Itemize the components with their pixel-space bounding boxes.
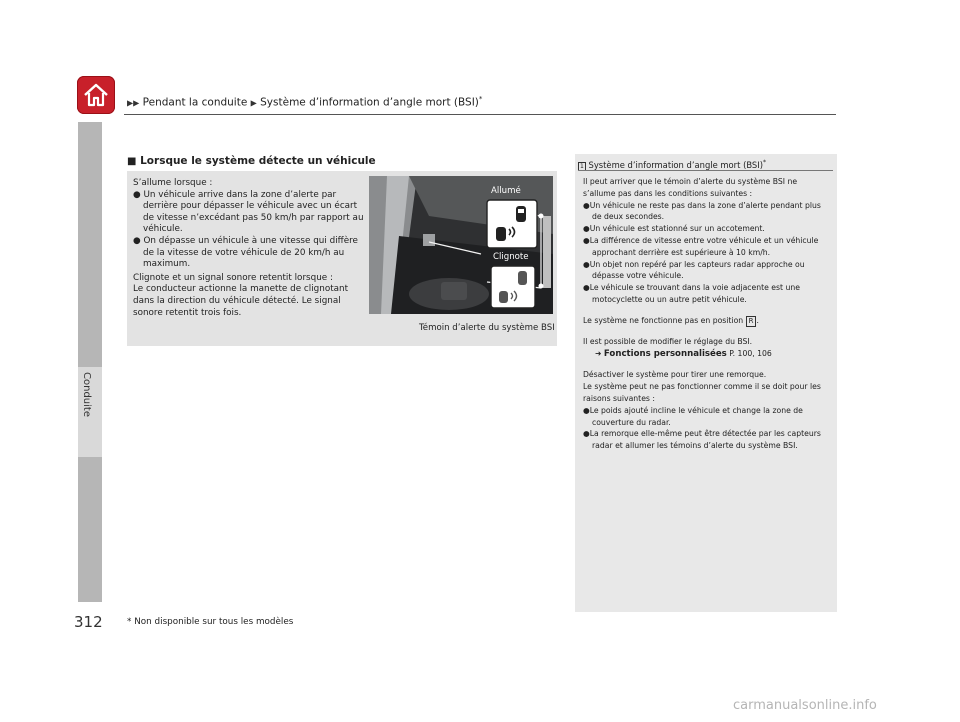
list-item — [583, 282, 831, 306]
label-on: Allumé — [491, 186, 521, 196]
bullet-icon: ● — [583, 200, 590, 210]
bullet-icon: ● — [583, 259, 590, 269]
reference-arrow-icon: ➜ — [595, 348, 602, 358]
side-tab-label: Conduite — [81, 372, 92, 417]
reverse-note — [583, 315, 831, 327]
note-icon: 1 — [580, 162, 584, 170]
bullet-text: Un véhicule arrive dans la zone d’alerte par derrière pour dépasser le véhicule avec un écart de vitesse n’excédant pas 50 km/h par rapport au véhicule. — [143, 189, 364, 235]
notes-intro: Il peut arriver que le témoin d’alerte du système BSI ne s’allume pas dans les conditions suivantes : — [583, 177, 798, 198]
home-button[interactable] — [77, 76, 115, 114]
trailer-line-1: Désactiver le système pour tirer une remorque. — [583, 370, 767, 380]
triangle-right-icon: ▶ — [250, 98, 257, 108]
list-item — [583, 428, 831, 452]
bullet-icon: ● — [583, 224, 590, 234]
figure-caption: Témoin d’alerte du système BSI — [419, 323, 555, 333]
triangle-right-icon: ▶▶ — [127, 98, 140, 108]
notes-title-star: * — [763, 159, 766, 166]
footnote-text: Non disponible sur tous les modèles — [134, 617, 294, 627]
list-item-text: Un véhicule est stationné sur un accotement. — [589, 224, 765, 234]
side-bar-bottom — [78, 457, 102, 602]
clignote-intro: Clignote et un signal sonore retentit lorsque : — [133, 272, 333, 283]
indicator-on-icon — [486, 199, 538, 249]
bullet-icon: ● — [583, 429, 590, 439]
list-item-text: Le véhicule se trouvant dans la voie adjacente est une motocyclette ou un autre petit véhicule. — [589, 283, 800, 304]
breadcrumb — [127, 95, 482, 109]
list-item-text: La différence de vitesse entre votre véhicule et un véhicule approchant derrière est supérieure à 10 km/h. — [589, 235, 819, 257]
home-icon — [82, 81, 110, 109]
footnote — [127, 617, 293, 627]
bullet-icon: ● — [133, 235, 141, 246]
page-number: 312 — [74, 613, 103, 631]
modify-text: Il est possible de modifier le réglage du BSI. — [583, 336, 753, 346]
list-item — [583, 235, 831, 259]
bullet-icon: ● — [583, 405, 590, 415]
bullet-icon: ● — [583, 235, 590, 245]
list-item — [133, 190, 365, 236]
indicator-blink-icon — [490, 265, 536, 309]
notes-body — [583, 176, 831, 452]
list-item — [583, 405, 831, 429]
clignote-text: Le conducteur actionne la manette de clignotant dans la direction du véhicule détecté. Le signal sonore retentit trois fois. — [133, 284, 349, 318]
breadcrumb-link-bsi[interactable]: Système d’information d’angle mort (BSI) — [260, 96, 479, 109]
section-title — [127, 155, 376, 167]
reference-pages[interactable]: P. 100, 106 — [729, 348, 772, 358]
allume-intro: S’allume lorsque : — [133, 178, 213, 188]
bullet-icon: ● — [583, 283, 590, 293]
reverse-text: Le système ne fonctionne pas en position — [583, 315, 744, 325]
side-bar-top — [78, 122, 102, 367]
gear-r-badge: R — [746, 316, 757, 327]
list-item-text: Un véhicule ne reste pas dans la zone d’alerte pendant plus de deux secondes. — [589, 200, 821, 222]
list-item-text: Le poids ajouté incline le véhicule et change la zone de couverture du radar. — [589, 405, 803, 427]
reverse-end: . — [756, 315, 759, 325]
square-bullet-icon: ■ — [127, 156, 137, 167]
list-item-text: Un objet non repéré par les capteurs radar approche ou dépasse votre véhicule. — [589, 259, 805, 281]
list-item — [133, 236, 365, 271]
watermark: carmanualsonline.info — [733, 698, 877, 713]
list-item — [583, 200, 831, 224]
section-title-text: Lorsque le système détecte un véhicule — [140, 155, 376, 167]
reference-title[interactable]: Fonctions personnalisées — [603, 348, 727, 359]
bullet-icon: ● — [133, 189, 141, 200]
breadcrumb-link-driving[interactable]: Pendant la conduite — [142, 96, 248, 109]
reference-link[interactable] — [583, 348, 831, 361]
list-item — [583, 223, 831, 235]
breadcrumb-star: * — [478, 95, 483, 103]
header-divider — [124, 114, 836, 115]
bullet-text: On dépasse un véhicule à une vitesse qui diffère de la vitesse de votre véhicule de 20 km/h au maximum. — [143, 235, 358, 270]
notes-title-text: Système d’information d’angle mort (BSI) — [588, 159, 763, 170]
list-item — [583, 259, 831, 283]
trailer-line-2: Le système peut ne pas fonctionner comme il se doit pour les raisons suivantes : — [583, 382, 821, 403]
list-item-text: La remorque elle-même peut être détectée par les capteurs radar et allumer les témoins d’alerte du système BSI. — [589, 429, 821, 451]
notes-divider — [578, 170, 833, 171]
footnote-star: * — [127, 617, 132, 627]
info-box-text — [133, 178, 365, 319]
label-blink: Clignote — [493, 252, 529, 262]
